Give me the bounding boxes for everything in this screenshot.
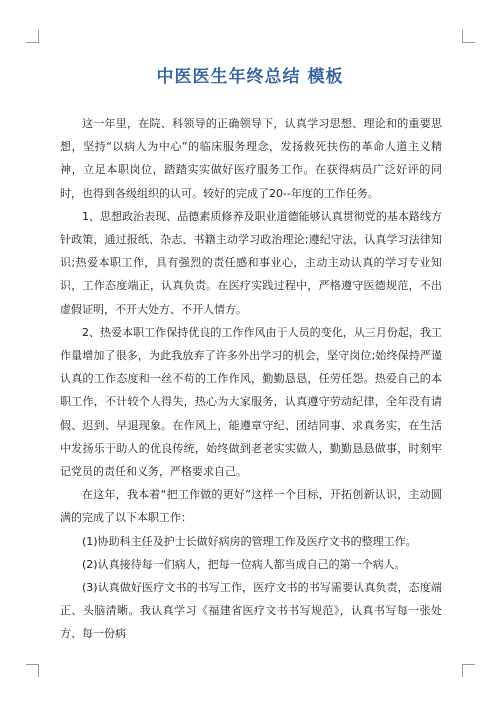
crop-mark-top-left bbox=[26, 30, 39, 43]
body-paragraph: (3)认真做好医疗文书的书写工作，医疗文书的书写需要认真负责，态度端正、头脑清晰。我认真学习《福建省医疗文书书写规范》，认真书写每一张处方、每一份病 bbox=[60, 581, 442, 641]
body-paragraph: 1、思想政治表现、品德素质修养及职业道德能够认真贯彻党的基本路线方针政策，通过报纸、杂志、书籍主动学习政治理论;遵纪守法，认真学习法律知识;热爱本职工作，具有强烈的责任感和事业心，主动主动认真的学习专业知识，工作态度端正，认真负责。在医疗实践过程中，严格遵守医德规范，不出虚假证明，不开大处方、不开人情方。 bbox=[60, 209, 442, 316]
body-paragraph: (1)协助科主任及护士长做好病房的管理工作及医疗文书的整理工作。 bbox=[82, 534, 417, 548]
body-paragraph: (2)认真接待每一们病人，把每一位病人都当成自己的第一个病人。 bbox=[82, 557, 406, 571]
body-paragraph: 这一年里，在院、科领导的正确领导下，认真学习思想、理论和的重要思想，坚持“以病人为中心”的临床服务理念，发扬救死扶伤的革命人道主义精神，立足本职岗位，踏踏实实做好医疗服务工作。在获得病员广泛好评的同时，也得到各级组织的认可。较好的完成了20--年度的工作任务。 bbox=[60, 117, 442, 200]
body-paragraph: 在这年，我本着“把工作做的更好”这样一个目标，开拓创新认识，主动圆满的完成了以下本职工作： bbox=[60, 488, 442, 525]
body-paragraph: 2、热爱本职工作保持优良的工作作风由于人员的变化，从三月份起，我工作量增加了很多，为此我放弃了许多外出学习的机会，坚守岗位;始终保持严谨认真的工作态度和一丝不苟的工作作风，勤勤恳恳，任劳任怨。热爱自己的本职工作，不计较个人得失，热心为大家服务，认真遵守劳动纪律，全年没有请假、迟到、早退现象。在作风上，能遵章守纪、团结同事、求真务实，在生活中发扬乐于助人的优良传统，始终做到老老实实做人，勤勤恳恳做事，时刻牢记党员的责任和义务，严格要求自己。 bbox=[60, 325, 442, 479]
document-body bbox=[60, 112, 442, 652]
crop-mark-bottom-left bbox=[26, 664, 39, 677]
crop-mark-top-right bbox=[462, 30, 475, 43]
crop-mark-bottom-right bbox=[462, 664, 475, 677]
document-title: 中医医生年终总结 模板 bbox=[156, 67, 344, 87]
